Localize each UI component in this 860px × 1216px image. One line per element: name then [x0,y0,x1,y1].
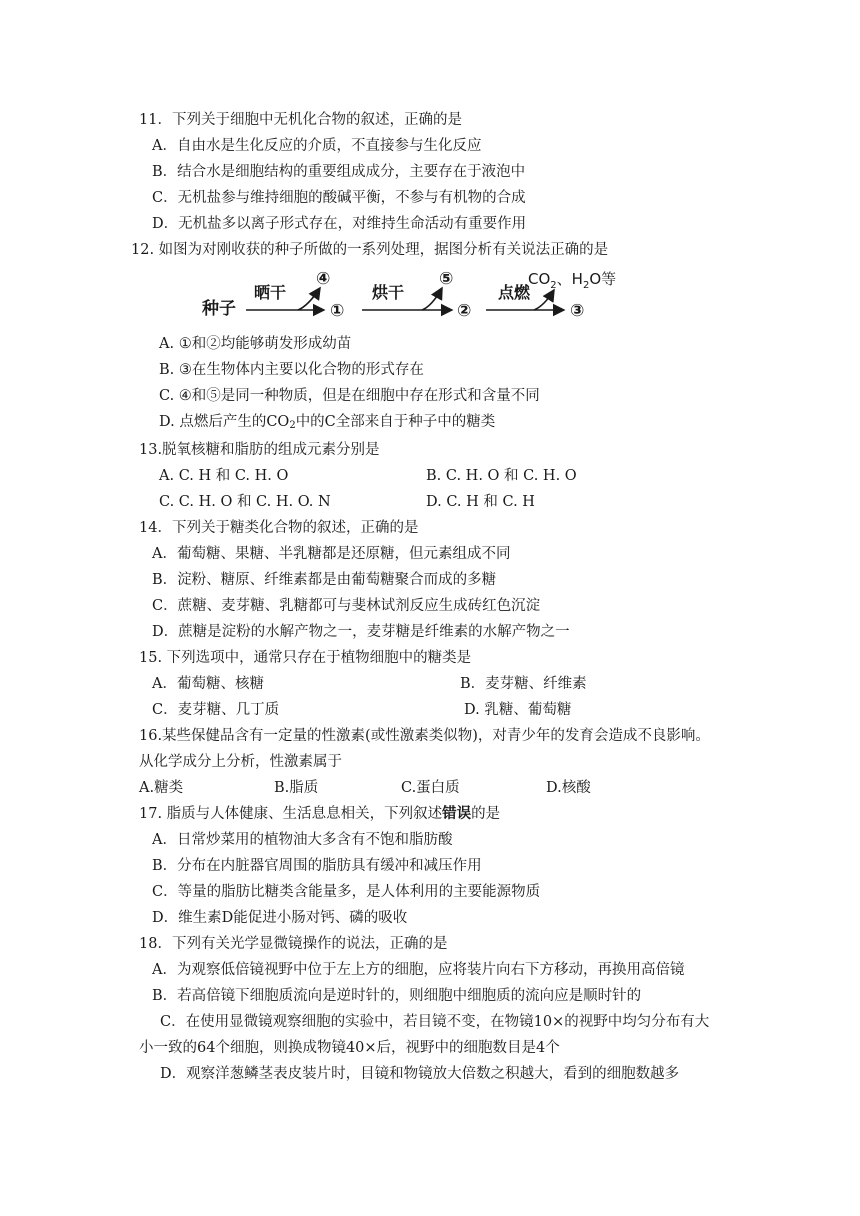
seed-label: 种子 [202,299,236,319]
out-2-label: ② [457,301,472,321]
q18-option-c-continued: 小一致的64个细胞，则换成物镜40×后，视野中的细胞数目是4个 [139,1040,560,1056]
q15-option-b: B．麦芽糖、纤维素 [460,676,587,692]
q11-option-b: B．结合水是细胞结构的重要组成成分，主要存在于液泡中 [152,164,526,180]
q17-option-d: D．维生素D能促进小肠对钙、磷的吸收 [152,910,408,926]
lost-4-label: ④ [316,269,331,289]
branch-arrow-3 [534,290,554,310]
q12-option-a: A. ①和②均能够萌发形成幼苗 [159,336,352,352]
q16-option-a: A.糖类 [139,780,184,796]
q17-option-c: C．等量的脂肪比糖类含能量多，是人体利用的主要能源物质 [152,884,541,900]
q16-option-d: D.核酸 [546,780,591,796]
emphasis-wrong: 错误 [442,805,472,822]
q12-option-d: D. 点燃后产生的$CO_2$中的C全部来自于种子中的糖类 [159,414,496,431]
q13-option-c: C. C. H. O 和 C. H. O. N [159,494,331,510]
q16-option-c: C.蛋白质 [401,780,460,796]
gas-products-label: $CO_2$、$H_2O$等 [528,270,617,291]
q13-stem: 13.脱氧核糖和脂肪的组成元素分别是 [139,442,380,458]
q11-option-d: D．无机盐多以离子形式存在，对维持生命活动有重要作用 [152,216,527,232]
out-1-label: ① [330,301,345,321]
q15-stem: 15. 下列选项中，通常只存在于植物细胞中的糖类是 [139,650,472,666]
out-3-label: ③ [570,301,585,321]
branch-arrow-1 [298,288,320,310]
q13-option-b: B. C. H. O 和 C. H. O [426,468,577,484]
q15-option-c: C．麦芽糖、几丁质 [152,702,280,718]
q13-option-d: D. C. H 和 C. H [426,494,535,510]
q12-option-c: C. ④和⑤是同一种物质，但是在细胞中存在形式和含量不同 [159,388,540,404]
q14-option-c: C．蔗糖、麦芽糖、乳糖都可与斐林试剂反应生成砖红色沉淀 [152,598,541,614]
q18-option-d: D．观察洋葱鳞茎表皮装片时，目镜和物镜放大倍数之积越大，看到的细胞数越多 [160,1066,680,1082]
q18-stem: 18．下列有关光学显微镜操作的说法，正确的是 [139,936,448,952]
q14-option-d: D．蔗糖是淀粉的水解产物之一，麦芽糖是纤维素的水解产物之一 [152,624,570,640]
q16-stem: 16.某些保健品含有一定量的性激素(或性激素类似物)，对青少年的发育会造成不良影响。 [139,728,710,744]
q11-stem: 11．下列关于细胞中无机化合物的叙述，正确的是 [139,112,462,128]
branch-arrow-2 [422,288,442,310]
q13-option-a: A. C. H 和 C. H. O [159,468,289,484]
q12-option-b: B. ③在生物体内主要以化合物的形式存在 [159,362,424,378]
step-dry-label: 晒干 [254,283,287,302]
q15-option-d: D. 乳糖、葡萄糖 [464,702,572,718]
lost-5-label: ⑤ [439,269,454,289]
q17-option-a: A．日常炒菜用的植物油大多含有不饱和脂肪酸 [152,832,453,848]
q12-stem: 12. 如图为对刚收获的种子所做的一系列处理，据图分析有关说法正确的是 [131,242,609,258]
q18-option-b: B．若高倍镜下细胞质流向是逆时针的，则细胞中细胞质的流向应是顺时针的 [152,988,642,1004]
q14-stem: 14．下列关于糖类化合物的叙述，正确的是 [139,520,419,536]
step-bake-label: 烘干 [372,283,405,302]
q14-option-b: B．淀粉、糖原、纤维素都是由葡萄糖聚合而成的多糖 [152,572,497,588]
q14-option-a: A．葡萄糖、果糖、半乳糖都是还原糖，但元素组成不同 [152,546,511,562]
q18-option-c: C．在使用显微镜观察细胞的实验中，若目镜不变，在物镜10×的视野中均匀分布有大 [160,1014,710,1030]
q15-option-a: A．葡萄糖、核糖 [152,676,264,692]
q16-option-b: B.脂质 [274,780,319,796]
q11-option-a: A．自由水是生化反应的介质，不直接参与生化反应 [152,138,482,154]
q16-stem-continued: 从化学成分上分析，性激素属于 [139,754,342,770]
q17-option-b: B．分布在内脏器官周围的脂肪具有缓冲和减压作用 [152,858,482,874]
q17-stem: 17. 脂质与人体健康、生活息息相关，下列叙述错误的是 [139,805,501,822]
step-burn-label: 点燃 [498,283,531,302]
q11-option-c: C．无机盐参与维持细胞的酸碱平衡，不参与有机物的合成 [152,190,526,206]
q18-option-a: A．为观察低倍镜视野中位于左上方的细胞，应将装片向右下方移动，再换用高倍镜 [152,962,685,978]
seed-treatment-diagram [200,266,640,326]
